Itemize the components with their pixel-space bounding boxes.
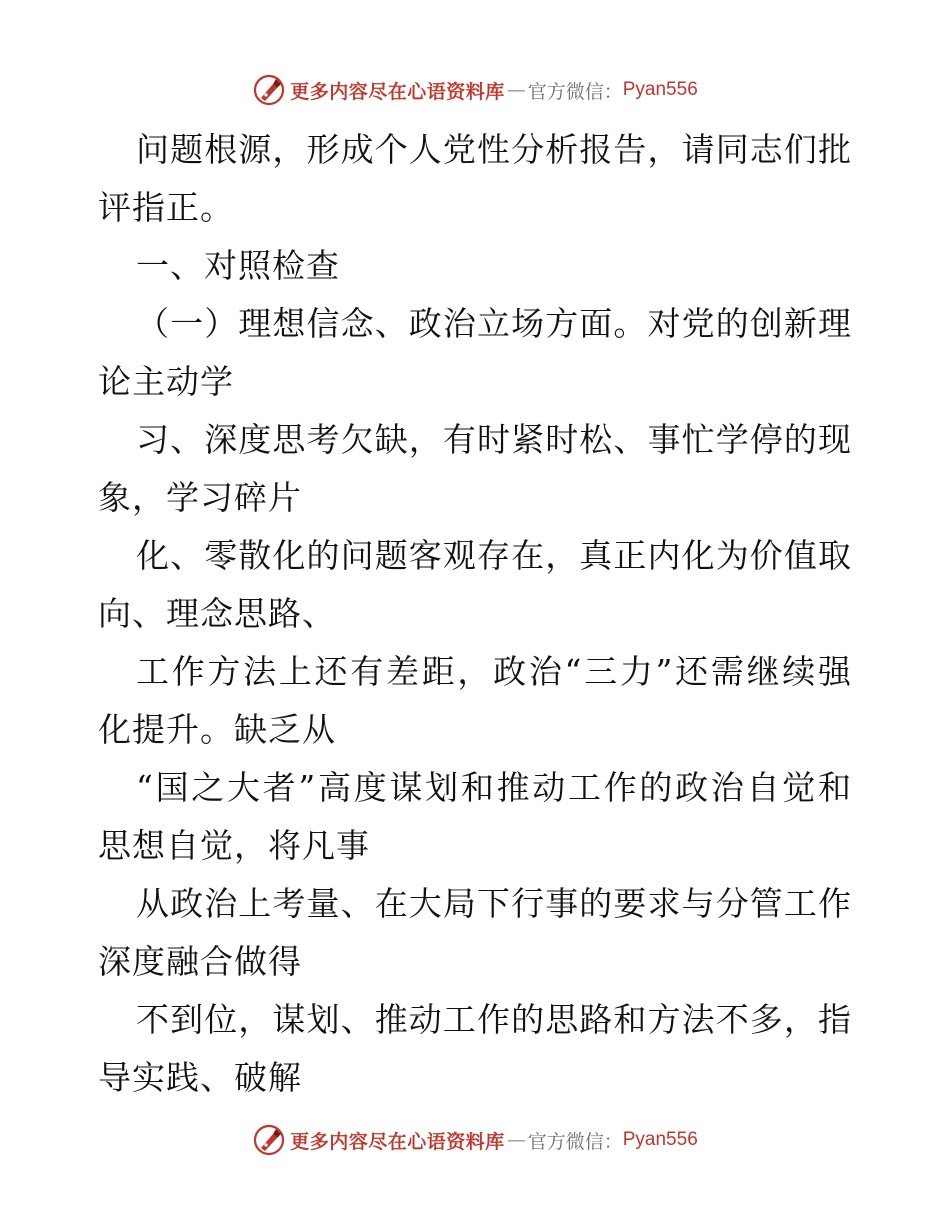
banner-brand-text: 更多内容尽在心语资料库 — [290, 1130, 505, 1153]
banner-wechat-label: 官方微信： — [527, 1130, 623, 1153]
document-body — [98, 121, 852, 1107]
paragraph-line: 论主动学 — [98, 362, 234, 401]
banner-wechat-id: Pyan556 — [622, 79, 698, 100]
paragraph-line: 从政治上考量、在大局下行事的要求与分管工作 — [136, 884, 852, 923]
paragraph-line: 评指正。 — [98, 188, 234, 227]
pen-logo-icon — [252, 73, 286, 107]
paragraph-line: （一）理想信念、政治立场方面。对党的创新理 — [136, 304, 852, 343]
paragraph-line: 问题根源，形成个人党性分析报告，请同志们批 — [136, 130, 852, 169]
header-watermark-banner — [0, 70, 950, 110]
paragraph-line: 工作方法上还有差距，政治“三力”还需继续强 — [136, 652, 852, 691]
paragraph-line: 深度融合做得 — [98, 942, 302, 981]
paragraph-line: 化提升。缺乏从 — [98, 710, 336, 749]
paragraph-line: 一、对照检查 — [136, 246, 340, 285]
banner-brand-text: 更多内容尽在心语资料库 — [290, 80, 505, 103]
footer-watermark-banner — [0, 1120, 950, 1160]
banner-wechat-id: Pyan556 — [622, 1129, 698, 1150]
paragraph-line: 习、深度思考欠缺，有时紧时松、事忙学停的现 — [136, 420, 852, 459]
banner-separator: — — [506, 79, 526, 101]
paragraph-line: 化、零散化的问题客观存在，真正内化为价值取 — [136, 536, 852, 575]
paragraph-line: 不到位，谋划、推动工作的思路和方法不多，指 — [136, 1000, 852, 1039]
paragraph-line: 思想自觉，将凡事 — [98, 826, 370, 865]
paragraph-line: “国之大者”高度谋划和推动工作的政治自觉和 — [136, 768, 852, 807]
banner-wechat-label: 官方微信： — [527, 80, 623, 103]
banner-separator: — — [506, 1129, 526, 1151]
paragraph-line: 象，学习碎片 — [98, 478, 302, 517]
paragraph-line: 向、理念思路、 — [98, 594, 336, 633]
paragraph-line: 导实践、破解 — [98, 1058, 302, 1097]
pen-logo-icon — [252, 1123, 286, 1157]
